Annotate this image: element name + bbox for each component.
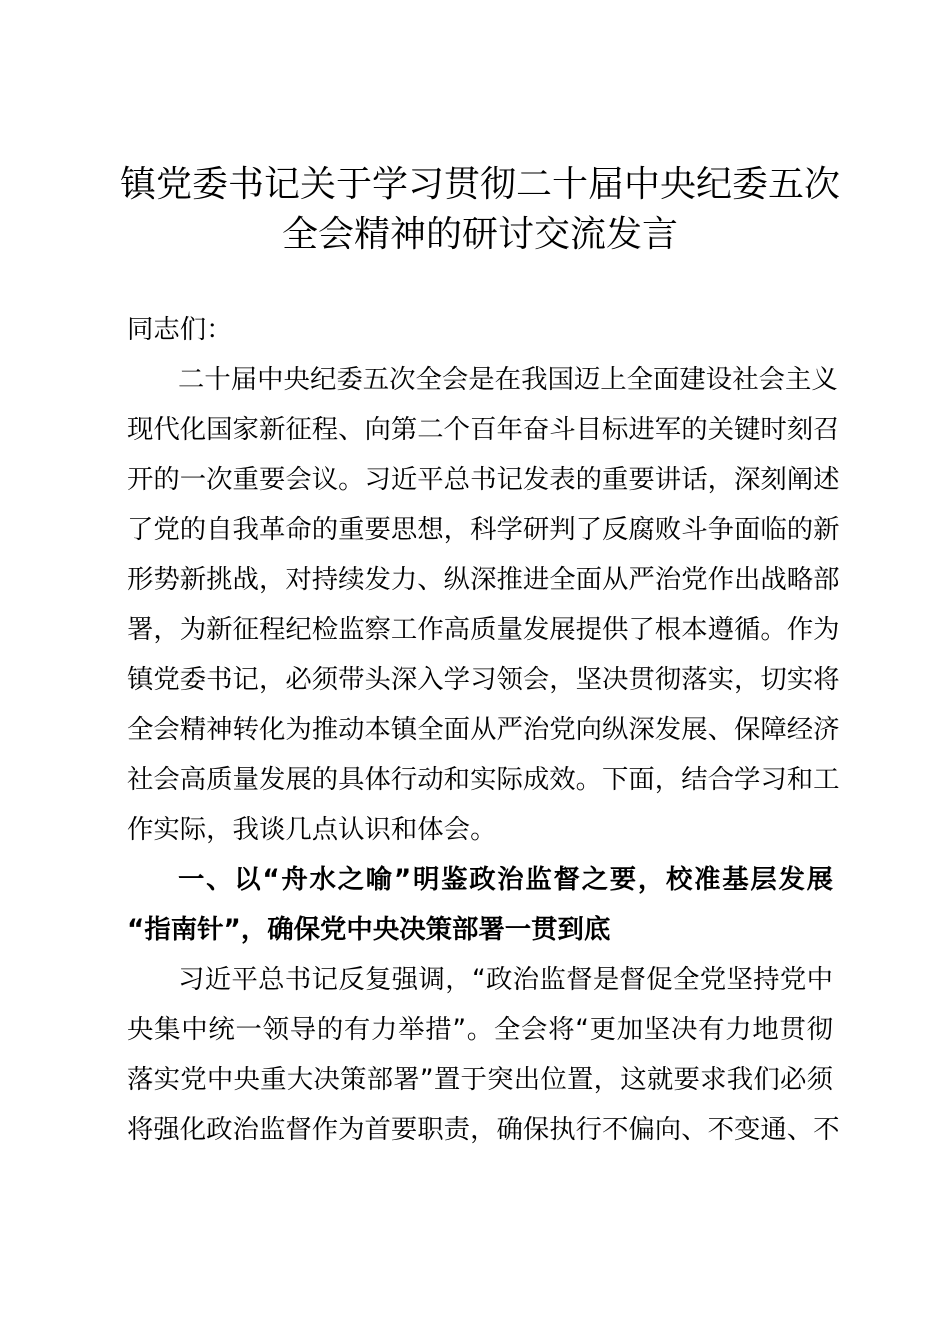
- paragraph-1-line: 镇党委书记，必须带头深入学习领会，坚决贯彻落实，切实将: [127, 664, 840, 695]
- section-heading-line: 一、以“舟水之喻”明鉴政治监督之要，校准基层发展: [178, 864, 833, 895]
- paragraph-1-line: 二十届中央纪委五次全会是在我国迈上全面建设社会主义: [178, 364, 838, 395]
- paragraph-1-line: 社会高质量发展的具体行动和实际成效。下面，结合学习和工: [127, 764, 840, 795]
- paragraph-2-line: 央集中统一领导的有力举措”。全会将“更加坚决有力地贯彻: [127, 1014, 833, 1045]
- paragraph-2-line: 落实党中央重大决策部署”置于突出位置，这就要求我们必须: [127, 1064, 833, 1095]
- paragraph-1-line: 现代化国家新征程、向第二个百年奋斗目标进军的关键时刻召: [127, 414, 840, 445]
- salutation: 同志们：: [127, 314, 233, 345]
- paragraph-2-line: 习近平总书记反复强调，“政治监督是督促全党坚持党中: [178, 964, 833, 995]
- section-heading-line: “指南针”，确保党中央决策部署一贯到底: [127, 914, 611, 945]
- paragraph-1-line: 形势新挑战，对持续发力、纵深推进全面从严治党作出战略部: [127, 564, 840, 595]
- document-title-line-1: 镇党委书记关于学习贯彻二十届中央纪委五次: [120, 164, 841, 205]
- paragraph-1-line: 全会精神转化为推动本镇全面从严治党向纵深发展、保障经济: [127, 714, 840, 745]
- paragraph-1-line: 了党的自我革命的重要思想，科学研判了反腐败斗争面临的新: [127, 514, 840, 545]
- paragraph-1-line: 开的一次重要会议。习近平总书记发表的重要讲话，深刻阐述: [127, 464, 840, 495]
- document-title-line-2: 全会精神的研讨交流发言: [281, 214, 678, 255]
- paragraph-2-line: 将强化政治监督作为首要职责，确保执行不偏向、不变通、不: [127, 1114, 840, 1145]
- paragraph-1-line: 署，为新征程纪检监察工作高质量发展提供了根本遵循。作为: [127, 614, 840, 645]
- paragraph-1-line: 作实际，我谈几点认识和体会。: [127, 814, 497, 845]
